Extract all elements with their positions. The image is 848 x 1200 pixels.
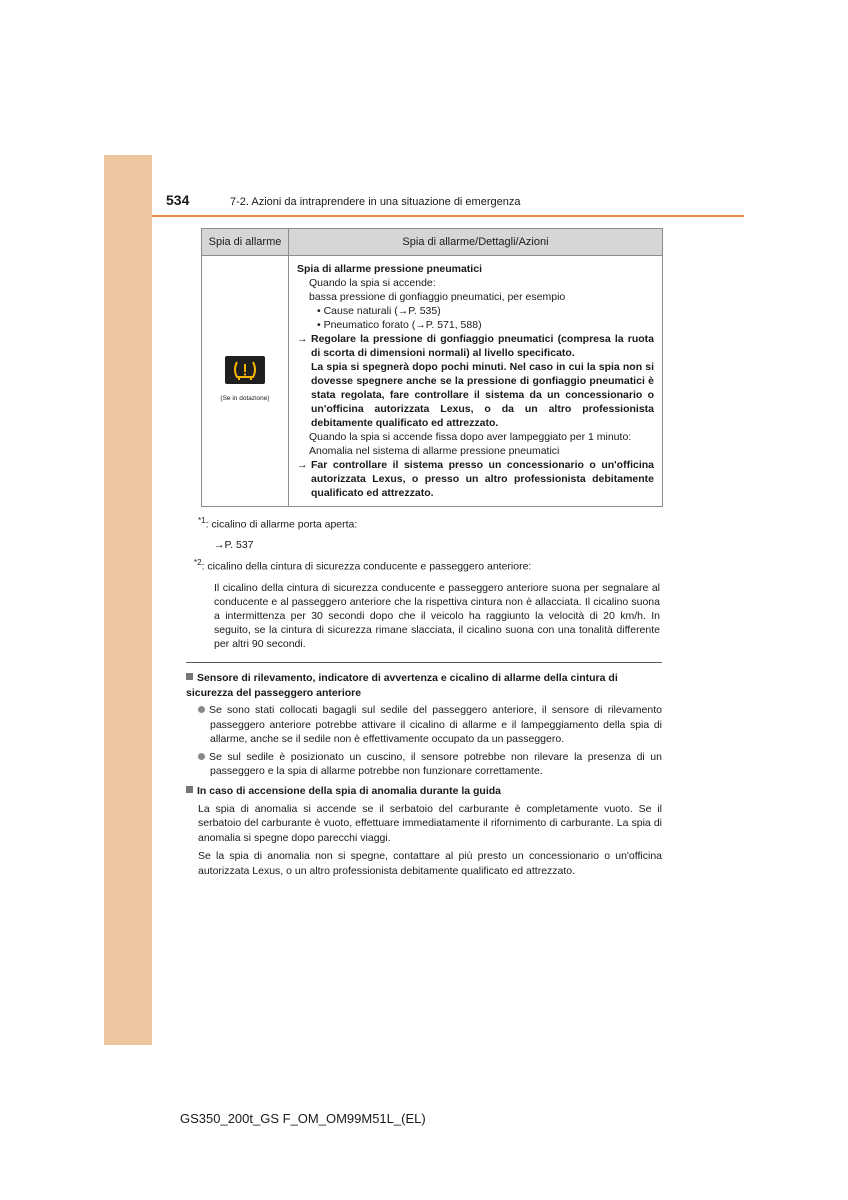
detail-line: Anomalia nel sistema di allarme pressione pneumatici — [309, 445, 560, 457]
footnote-mark: *2 — [194, 558, 202, 567]
footnote-mark: *1 — [198, 516, 206, 525]
square-bullet-icon — [186, 673, 193, 680]
bullet-list — [186, 703, 662, 779]
round-bullet-icon — [198, 706, 205, 713]
arrow-icon: → — [297, 459, 308, 471]
list-item: Se sul sedile è posizionato un cuscino, il sensore potrebbe non rilevare la presenza di un passeggero e la spia di allarme potrebbe non funzionare correttamente. — [198, 750, 662, 779]
details-cell — [289, 256, 663, 507]
page-number: 534 — [166, 192, 190, 208]
action-item — [297, 458, 654, 500]
action-item — [297, 332, 654, 430]
footnote-2-body: Il cicalino della cintura di sicurezza conducente e passeggero anteriore suona per segnalare al conducente e al passeggero anteriore che la rispettiva cintura non è allacciata. Il cicalino suona a intermittenza per 30 secondi dopo che il veicolo ha raggiunto la velocità di 20 km/h. In seguito, se la cintura di sicurezza rimane slacciata, il cicalino suona con una tonalità differente per altri 90 secondi. — [214, 582, 660, 650]
action-text: Far controllare il sistema presso un concessionario o un'officina autorizzata Lexus, o presso un altro professionista debitamente qualificato ed attrezzato. — [311, 459, 654, 499]
square-bullet-icon — [186, 786, 193, 793]
detail-bullet-text: Cause naturali (→P. 535) — [323, 305, 441, 317]
footnote-2 — [194, 556, 531, 574]
list-item: Se sono stati collocati bagagli sul sedile del passeggero anteriore, il sensore di rilevamento passeggero anteriore potrebbe attivare il cicalino di allarme e il lampeggiamento della spia di allarme, anche se il sedile non è effettivamente occupato da un passeggero. — [198, 703, 662, 747]
detail-bullet: • Pneumatico forato (→P. 571, 588) — [317, 319, 482, 331]
footer-code: GS350_200t_GS F_OM_OM99M51L_(EL) — [180, 1111, 426, 1126]
detail-line: bassa pressione di gonfiaggio pneumatici, per esempio — [309, 291, 566, 303]
section-seatbelt-sensor — [186, 671, 662, 779]
detail-bullet: • Cause naturali (→P. 535) — [317, 305, 441, 317]
action-text: Regolare la pressione di gonfiaggio pneumatici (compresa la ruota di scorta di dimensioni normali) al livello specificato. — [311, 333, 654, 359]
lamp-note: (Se in dotazione) — [220, 395, 270, 402]
footnote-text: : cicalino della cintura di sicurezza conducente e passeggero anteriore: — [201, 560, 532, 573]
section-title: 7-2. Azioni da intraprendere in una situazione di emergenza — [230, 196, 521, 208]
chapter-tab — [104, 155, 152, 1045]
table-header-details: Spia di allarme/Dettagli/Azioni — [289, 229, 663, 256]
header-rule — [152, 215, 744, 217]
paragraph: Se la spia di anomalia non si spegne, contattare al più presto un concessionario o un'officina autorizzata Lexus, o un altro professionista debitamente qualificato ed attrezzato. — [198, 850, 662, 877]
detail-bullet-text: Pneumatico forato (→P. 571, 588) — [323, 319, 482, 331]
table-header-lamp: Spia di allarme — [202, 229, 289, 256]
warning-title: Spia di allarme pressione pneumatici — [297, 263, 482, 275]
section-heading: Sensore di rilevamento, indicatore di avvertenza e cicalino di allarme della cintura di sicurezza del passeggero anteriore — [186, 672, 618, 699]
action-detail: La spia si spegnerà dopo pochi minuti. Nel caso in cui la spia non si dovesse spegnere anche se la pressione di gonfiaggio pneumatici è stata regolata, fare controllare il sistema da un concessionario o un'officina autorizzata Lexus, o da un altro professionista debitamente qualificato ed attrezzato. — [311, 361, 654, 429]
footnote-text: : cicalino di allarme porta aperta: — [205, 518, 358, 531]
footnote-1-ref: →P. 537 — [214, 539, 254, 551]
arrow-icon: → — [297, 333, 308, 345]
detail-line: Quando la spia si accende: — [309, 277, 436, 289]
detail-line: Quando la spia si accende fissa dopo aver lampeggiato per 1 minuto: — [309, 431, 632, 443]
tire-pressure-warning-icon — [225, 356, 265, 384]
section-divider — [186, 662, 662, 663]
section-heading: In caso di accensione della spia di anomalia durante la guida — [186, 784, 662, 799]
paragraph: La spia di anomalia si accende se il serbatoio del carburante è completamente vuoto. Se il serbatoio del carburante è vuoto, effettuare immediatamente il rifornimento di carburante. La spia di anomalia si spegne dopo parecchi viaggi. — [198, 802, 662, 844]
section-malfunction-lamp — [186, 784, 662, 878]
lamp-cell — [202, 256, 289, 507]
footnote-1 — [198, 514, 357, 532]
round-bullet-icon — [198, 753, 205, 760]
warning-table — [201, 228, 663, 507]
